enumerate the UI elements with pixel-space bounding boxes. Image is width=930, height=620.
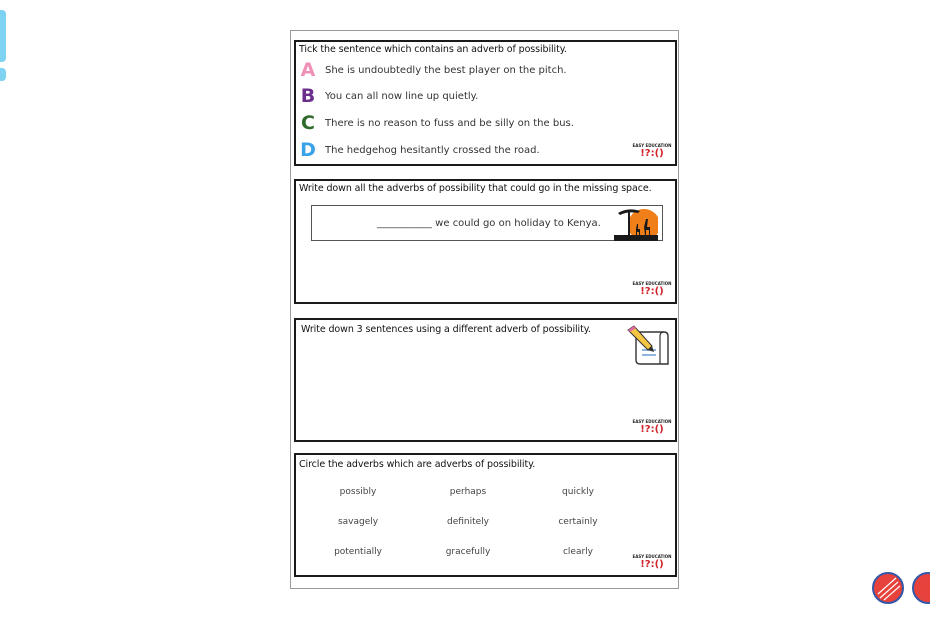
word-item[interactable]: perhaps xyxy=(449,487,487,497)
word-item[interactable]: savagely xyxy=(337,517,379,527)
fill-in-sentence: ___________ we could go on holiday to Kenya. xyxy=(377,218,601,229)
question-prompt: Write down 3 sentences using a different adverb of possibility. xyxy=(301,324,591,335)
easy-education-logo: EASY EDUCATION !?:() xyxy=(632,143,672,159)
letter-b-icon: B xyxy=(300,85,316,107)
word-item[interactable]: clearly xyxy=(562,547,594,557)
easy-education-logo: EASY EDUCATION !?:() xyxy=(632,419,672,435)
letter-d-icon: D xyxy=(300,139,316,161)
word-item[interactable]: possibly xyxy=(339,487,377,497)
question-box-4 xyxy=(294,453,677,577)
sentence-box xyxy=(311,205,663,241)
scribble-circles-icon xyxy=(870,570,930,606)
option-text: There is no reason to fuss and be silly on the bus. xyxy=(325,117,574,129)
question-prompt: Tick the sentence which contains an adverb of possibility. xyxy=(299,44,567,55)
word-item[interactable]: definitely xyxy=(446,517,490,527)
option-text: She is undoubtedly the best player on the pitch. xyxy=(325,64,567,76)
option-a[interactable] xyxy=(299,60,567,80)
exclamation-decoration-icon xyxy=(0,10,10,82)
easy-education-logo: EASY EDUCATION !?:() xyxy=(632,554,672,570)
option-b[interactable] xyxy=(299,86,478,106)
question-prompt: Write down all the adverbs of possibility that could go in the missing space. xyxy=(299,183,652,194)
question-box-1 xyxy=(294,40,677,166)
savanna-sunset-icon xyxy=(614,205,658,241)
worksheet-page xyxy=(290,30,679,589)
question-box-2 xyxy=(294,179,677,304)
option-c[interactable] xyxy=(299,113,574,133)
word-item[interactable]: certainly xyxy=(558,517,598,527)
letter-c-icon: C xyxy=(301,112,315,134)
option-text: You can all now line up quietly. xyxy=(325,90,479,102)
easy-education-logo: EASY EDUCATION !?:() xyxy=(632,281,672,297)
word-item[interactable]: potentially xyxy=(334,547,382,557)
question-box-3 xyxy=(294,318,677,442)
option-d[interactable] xyxy=(299,140,540,160)
pencil-paper-icon xyxy=(626,324,670,368)
option-text: The hedgehog hesitantly crossed the road. xyxy=(325,144,540,156)
word-item[interactable]: gracefully xyxy=(445,547,491,557)
word-item[interactable]: quickly xyxy=(562,487,594,497)
letter-a-icon: A xyxy=(300,59,316,81)
question-prompt: Circle the adverbs which are adverbs of possibility. xyxy=(299,459,536,470)
